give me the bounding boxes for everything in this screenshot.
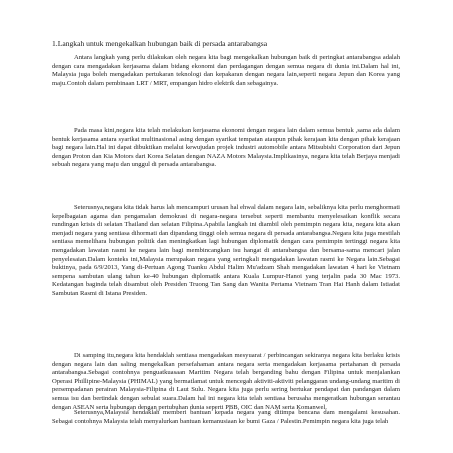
paragraph-humanitarian-aid: Seterusnya,Malaysia hendaklah memberi bantuan kepada negara yang ditimpa bencana dam mengalami kesusahan. Sebagai contohnya Malaysia telah menyalurkan bantuan kemanusiaan ke bumi Gaza / Palestin.Pemimpin negara kita juga telah xyxy=(52,409,400,425)
paragraph-defence-cooperation: Di samping itu,negara kita hendaklah sentiasa mengadakan mesyuarat / perbincangan sekiranya negara kita berlaku krisis dengan negara lain dan saling mengekalkan persefahaman antara negara serta mengadakan kerjasama pertahanan di persada antarabangsa.Sebagai contohnya penguatkuasaan Maritim Negara telah berganding bahu dengan Filipina untuk menjalankan Operasi Phillipine-Malaysia (PHIMAL) yang bermatlamat untuk mencegah aktiviti-aktiviti pelanggaran undang-undang maritim di persempadanan perairan Malaysia-Filipina di Laut Sulu. Negara kita juga perlu sering bertukar pendapat dan pandangan dalam semua isu dan bertindak dengan sebulat suara.Dalam hal ini negara kita telah sentiasa berusaha mengeratkan hubungan serantau dengan ASEAN serta hubungan dengan pertubuhan dunia seperti PBB, OIC dan NAM serta Komanwel. xyxy=(52,352,400,411)
paragraph-economic-cooperation: Antara langkah yang perlu dilakukan oleh negara kita bagi mengekalkan hubungan baik di peringkat antarabangsa adalah dengan cara mengadakan kerjasama dalam bidang ekonomi dan perdagangan dengan semua negara di dunia ini.Dalam hal ini, Malaysia juga boleh mengadakan pertukaran teknologi dan kepakaran dengan negara lain,seperti negara Jepun dan Korea yang maju.Contoh dalam pembinaan LRT / MRT, empangan hidro elektrik dan sebagainya. xyxy=(52,54,400,87)
section-heading: 1.Langkah untuk mengekalkan hubungan baik di persada antarabangsa xyxy=(52,39,268,48)
paragraph-multinational-projects: Pada masa kini,negara kita telah melakukan kerjasama ekonomi dengan negara lain dalam semua bentuk ,sama ada dalam bentuk kerjasama antara syarikat multinasional asing dengan syarikat tempatan ataupun pihak kerajaan kita dengan pihak kerajaan bagi negara lain.Hal ini dapat dibuktikan melalui kewujudan projek industri automobile antara Mitsubishi Corporation dari Jepun dengan Proton dan Kia Motors dari Korea Selatan dengan NAZA Motors Malaysia.Implikasinya, negara kita telah Berjaya menjadi sebuah negara yang maju dan unggul di persada antarabangsa. xyxy=(52,127,400,169)
paragraph-diplomatic-relations: Seterusnya,negara kita tidak harus lah mencampuri urusan hal ehwal dalam negara lain, sebaliknya kita perlu menghormati kepelbagaian agama dan pengamalan demokrasi di negara-negara tersebut seperti membantu menyelesaikan konflik secara rundingan krisis di selatan Thailand dan selatan Filipina.Apabila langkah ini diambil oleh pemimpin negara kita, negara kita akan menjadi negara yang sentiasa dihormati dan dipandang tinggi oleh semua negara di persada antarabangsa.Negara kita juga mestilah sentiasa memelihara hubungan politik dan meningkatkan lagi hubungan diplomatik dengan cara pemimpin tertinggi negara kita mengadakan lawatan rasmi ke negara lain bagi membincangkan isu hangat di antarabangsa dan bersama-sama mencari jalan penyelesaian.Dalam konteks ini,Malaysia merupakan negara yang seringkali mengadakan lawatan rasmi ke Negara lain.Sebagai buktinya, pada 6/9/2013, Yang di-Pertuan Agong Tuanku Abdul Halim Mu'adzam Shah mengadakan lawatan 4 hari ke Vietnam sempena sambutan ulang tahun ke-40 hubungan diplomatik antara Kuala Lumpur-Hanoi yang terjalin pada 30 Mac 1973. Kedatangan baginda telah disambut oleh Presiden Truong Tan Sang dan Wanita Pertama Vietnam Tran Hai Hanh dalam Istiadat Sambutan Rasmi di Istana Presiden. xyxy=(52,204,400,297)
